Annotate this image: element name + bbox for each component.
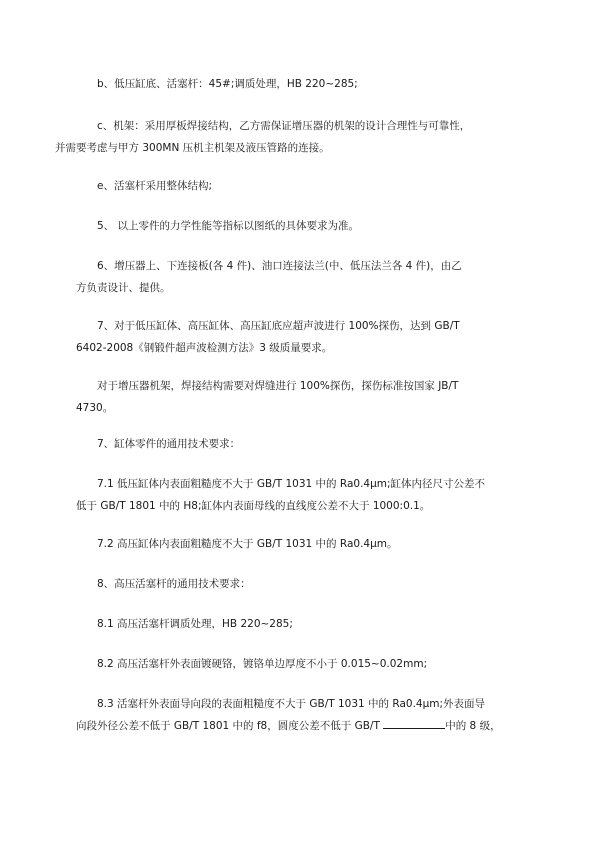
- paragraph-7-ultrasonic-testing: [76, 315, 522, 359]
- text-segment: 中的 8 级，: [445, 720, 501, 732]
- paragraph-7-cylinder-requirements: [76, 433, 522, 455]
- paragraph-b-low-pressure-cylinder: [76, 73, 522, 95]
- text-line: 7、对于低压缸体、高压缸体、高压缸底应超声波进行 100%探伤，达到 GB/T: [97, 320, 460, 332]
- text-line: 8.2 高压活塞杆外表面镀硬铬，镀铬单边厚度不小于 0.015~0.02mm;: [97, 658, 428, 670]
- text-line: 6402-2008《钢锻件超声波检测方法》3 级质量要求。: [76, 342, 333, 354]
- text-line: 7.2 高压缸体内表面粗糙度不大于 GB/T 1031 中的 Ra0.4μm。: [97, 538, 398, 550]
- paragraph-8-3-guide-section: [76, 693, 522, 737]
- paragraph-7-2-high-pressure-cylinder: [76, 533, 522, 555]
- text-line: 8.1 高压活塞杆调质处理，HB 220~285;: [97, 618, 293, 630]
- paragraph-8-piston-rod-requirements: [76, 573, 522, 595]
- text-line: 6、增压器上、下连接板(各 4 件)、油口连接法兰(中、低压法兰各 4 件)，由乙: [97, 260, 462, 272]
- text-line: 对于增压器机架，焊接结构需要对焊缝进行 100%探伤，探伤标准按国家 JB/T: [97, 380, 459, 392]
- paragraph-5-mechanical-properties: [76, 215, 522, 237]
- text-line: 7、缸体零件的通用技术要求：: [97, 438, 241, 450]
- text-line: b、低压缸底、活塞杆：45#;调质处理，HB 220~285;: [97, 78, 358, 90]
- paragraph-8-2-chrome-plating: [76, 653, 522, 675]
- text-line: 5、 以上零件的力学性能等指标以图纸的具体要求为准。: [97, 220, 360, 232]
- blank-fill-line: [383, 716, 445, 729]
- paragraph-7-1-low-pressure-cylinder: [76, 473, 522, 517]
- paragraph-frame-weld-inspection: [76, 375, 522, 419]
- text-line: 4730。: [76, 402, 114, 414]
- paragraph-8-1-heat-treatment: [76, 613, 522, 635]
- text-line: 8、高压活塞杆的通用技术要求：: [97, 578, 251, 590]
- text-segment: 向段外径公差不低于 GB/T 1801 中的 f8，圆度公差不低于 GB/T: [76, 720, 380, 732]
- text-line: 方负责设计、提供。: [76, 282, 171, 294]
- text-line: e、活塞杆采用整体结构;: [97, 180, 212, 192]
- text-line: 低于 GB/T 1801 中的 H8;缸体内表面母线的直线度公差不大于 1000:0.1。: [76, 500, 431, 512]
- text-line: 7.1 低压缸体内表面粗糙度不大于 GB/T 1031 中的 Ra0.4μm;缸体内径尺寸公差不: [97, 478, 486, 490]
- text-line: [55, 715, 522, 737]
- paragraph-c-frame: [55, 115, 522, 159]
- paragraph-6-connection-plates: [76, 255, 522, 299]
- text-line: 并需要考虑与甲方 300MN 压机主机架及液压管路的连接。: [55, 142, 330, 154]
- paragraph-e-piston-rod: [76, 175, 522, 197]
- text-line: c、机架：采用厚板焊接结构，乙方需保证增压器的机架的设计合理性与可靠性，: [97, 120, 471, 132]
- text-line: 8.3 活塞杆外表面导向段的表面粗糙度不大于 GB/T 1031 中的 Ra0.4μm;外表面导: [97, 698, 486, 710]
